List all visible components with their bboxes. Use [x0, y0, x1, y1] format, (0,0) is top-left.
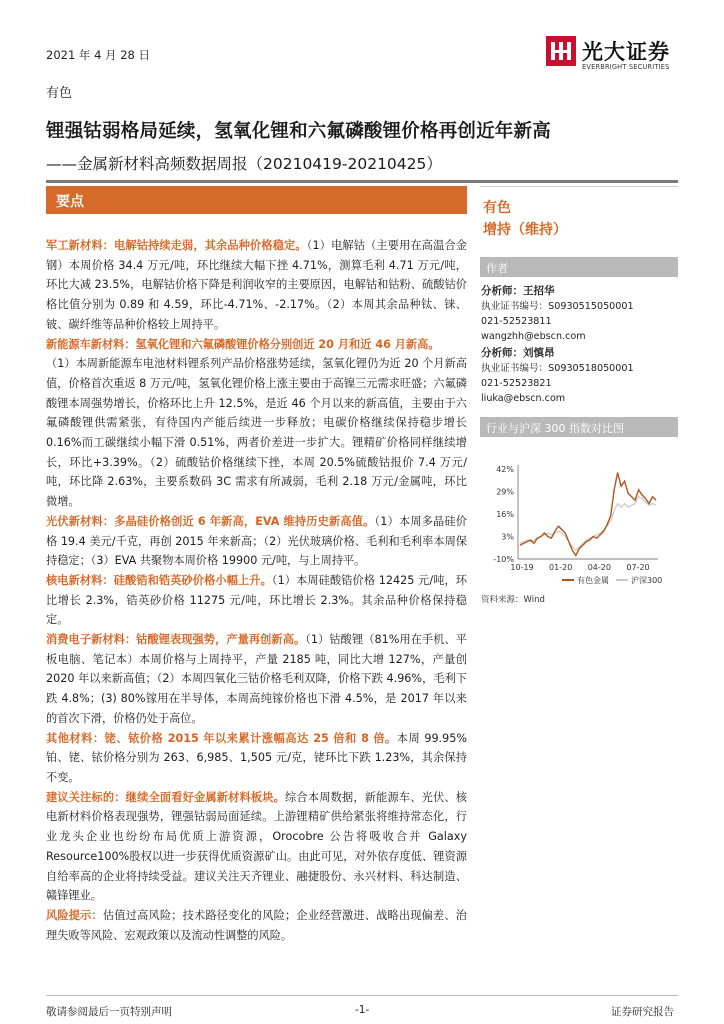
logo-subtext: EVERBRIGHT SECURITIES [582, 63, 670, 71]
series-line-csi300 [520, 497, 656, 551]
header-divider [46, 180, 678, 183]
section-text: （1）钴酸锂（81%用在手机、平板电脑、笔记本）本周价格与上周持平，产量 2185 吨，同比大增 127%，产量创 2020 年以来新高值；（2）本周四氧化三钴价格毛利双降，价格下跌 4.96%，毛利下跌 4.8%；(3) 80%镓用在半导体，本周高纯镓价格也下滑 4.5%，是 2017 年以来的首次下滑，价格仍处于高位。 [46, 633, 467, 725]
analyst-name: 分析师：刘慎昂 [481, 347, 555, 359]
series-line-nonferrous [520, 473, 656, 556]
x-tick-label: 10-19 [510, 563, 534, 572]
section-text: 估值过高风险；技术路径变化的风险；企业经营激进、战略出现偏差、治理失败等风险、宏观政策以及流动性调整的风险。 [46, 908, 467, 942]
section-other [46, 729, 467, 788]
section-heading: 新能源车新材料：氢氧化锂和六氟磷酸锂价格分别创近 20 月和近 46 月新高。 [46, 337, 440, 351]
footer-report-type: 证券研究报告 [611, 1006, 674, 1018]
footer-divider [46, 995, 678, 996]
analyst-block [481, 284, 634, 344]
footer-disclaimer[interactable]: 敬请参阅最后一页特别声明 [46, 1006, 172, 1018]
sidebar-divider [480, 186, 678, 187]
y-tick-label: 29% [496, 487, 514, 497]
page-number: -1- [355, 1004, 370, 1016]
section-heading: 光伏新材料：多晶硅价格创近 6 年新高，EVA 维持历史新高值。 [46, 514, 375, 528]
section-military [46, 236, 467, 335]
section-risk [46, 906, 467, 945]
section-text: 综合本周数据，新能源车、光伏、核电新材料价格表现强势，锂强钴弱局面延续。上游锂精矿供给紧张将维持常态化，行业龙头企业也纷纷布局优质上游资源，Orocobre 公告将吸收合并 Galaxy Resource100%股权以进一步获得优质资源矿山。由此可见，对外依存度低、锂资源自给率高的企业将持续受益。建议关注天齐锂业、融捷股份、永兴材料、科达制造、赣锋锂业。 [46, 790, 467, 903]
chart-source: 资料来源：Wind [481, 595, 545, 605]
analyst-email[interactable]: wangzhh@ebscn.com [481, 331, 586, 342]
analyst-block [481, 346, 634, 406]
chart-title-banner [480, 417, 678, 437]
section-heading: 军工新材料：电解钴持续走弱，其余品种价格稳定。 [46, 239, 307, 252]
y-tick-label: 42% [496, 465, 514, 474]
analyst-name: 分析师：王招华 [481, 285, 555, 297]
everbright-logo [546, 36, 706, 76]
chart-title: 行业与沪深 300 指数对比图 [486, 422, 624, 435]
x-tick-label: 01-20 [549, 563, 573, 572]
legend-label: 沪深300 [631, 576, 663, 585]
section-heading: 核电新材料：硅酸锆和锆英砂价格小幅上升。 [46, 573, 272, 587]
authors-label: 作者 [486, 262, 508, 275]
authors-banner [480, 257, 678, 277]
section-text: （1）本周多晶硅价格 19.4 美元/千克，再创 2015 年来新高；（2）光伏玻璃价格、毛利和毛利率本周保持稳定；（3）EVA 共聚物本周价格 19900 元/吨，与上周持平。 [46, 514, 467, 568]
keypoints-label: 要点 [56, 194, 84, 210]
section-heading: 其他材料：铑、铱价格 2015 年以来累计涨幅高达 25 倍和 8 倍。 [46, 731, 397, 745]
analyst-cert: 执业证书编号：S0930518050001 [481, 363, 634, 374]
analyst-cert: 执业证书编号：S0930515050001 [481, 301, 634, 312]
section-text: （1）本周硅酸锆价格 12425 元/吨，环比增长 2.3%，锆英砂价格 11275 元/吨，环比增长 2.3%。其余品种价格保持稳定。 [46, 573, 467, 627]
industry-label: 有色 [46, 86, 73, 101]
section-consumer [46, 630, 467, 729]
section-suggest [46, 788, 467, 906]
x-tick-label: 04-20 [587, 563, 611, 572]
y-tick-label: -10% [493, 555, 514, 564]
page-title: 锂强钴弱格局延续，氢氧化锂和六氟磷酸锂价格再创近年新高 [46, 121, 551, 142]
x-tick-label: 07-20 [626, 563, 650, 572]
rating-label: 增持（维持） [483, 222, 567, 238]
sidebar-industry: 有色 [483, 200, 511, 216]
section-text: （1）电解钴（主要用在高温合金钢）本周价格 34.4 万元/吨，环比继续大幅下挫 4.71%，测算毛利 4.71 万元/吨，环比大减 23.5%，电解钴价格下降是利润收窄的主要原因，电解钴和钴粉、硫酸钴价格比值分别为 0.89 和 4.59，环比-4.71%、-2.17%。（2）本周其余品种钛、铼、铍、碳纤维等品种价格较上周持平。 [46, 239, 467, 331]
index-comparison-chart [480, 455, 680, 589]
section-pv [46, 512, 467, 571]
section-text: （1）本周新能源车电池材料锂系列产品价格涨势延续，氢氧化锂仍为近 20 个月新高值，价格首次重返 8 万元/吨，氢氧化锂价格上涨主要由于高镍三元需求旺盛；六氟磷酸锂本周强势增长，价格环比上升 12.5%，是近 46 个月以来的新高值，主要由于六氟磷酸锂供需紧张，有待国内产能后续进一步释放；电碳价格继续保持稳步增长 0.16%而工碳继续小幅下滑 0.51%，两者价差进一步扩大。锂精矿价格同样继续增长，环比+3.39%。（2）硫酸钴价格继续下挫，本周 20.5%硫酸钴报价 7.4 万元/吨，环比降 2.63%，主要系数码 3C 需求有所减弱，毛利 2.18 万元/金属吨，环比微增。 [46, 357, 467, 509]
analyst-phone: 021-52523811 [481, 316, 552, 327]
keypoints-banner [46, 186, 467, 214]
section-heading: 建议关注标的：继续全面看好金属新材料板块。 [46, 790, 286, 804]
y-tick-label: 16% [496, 510, 514, 519]
page-subtitle: ——金属新材料高频数据周报（20210419-20210425） [46, 155, 442, 173]
section-text: 本周 99.95%铂、铑、铱价格分别为 263、6,985、1,505 元/克，铑环比下跌 1.23%，其余保持不变。 [46, 731, 467, 784]
section-nuclear [46, 571, 467, 630]
report-date: 2021 年 4 月 28 日 [46, 48, 150, 62]
section-ev [46, 335, 467, 512]
analyst-email[interactable]: liuka@ebscn.com [481, 393, 566, 404]
analyst-phone: 021-52523821 [481, 378, 552, 389]
section-heading: 消费电子新材料：钴酸锂表现强势，产量再创新高。 [46, 633, 306, 647]
logo-mark-icon [546, 36, 576, 66]
legend-label: 有色金属 [577, 576, 609, 585]
section-heading: 风险提示： [46, 908, 103, 922]
logo-text: 光大证券 [582, 40, 670, 64]
keypoints-body [46, 236, 467, 945]
y-tick-label: 3% [501, 532, 514, 542]
